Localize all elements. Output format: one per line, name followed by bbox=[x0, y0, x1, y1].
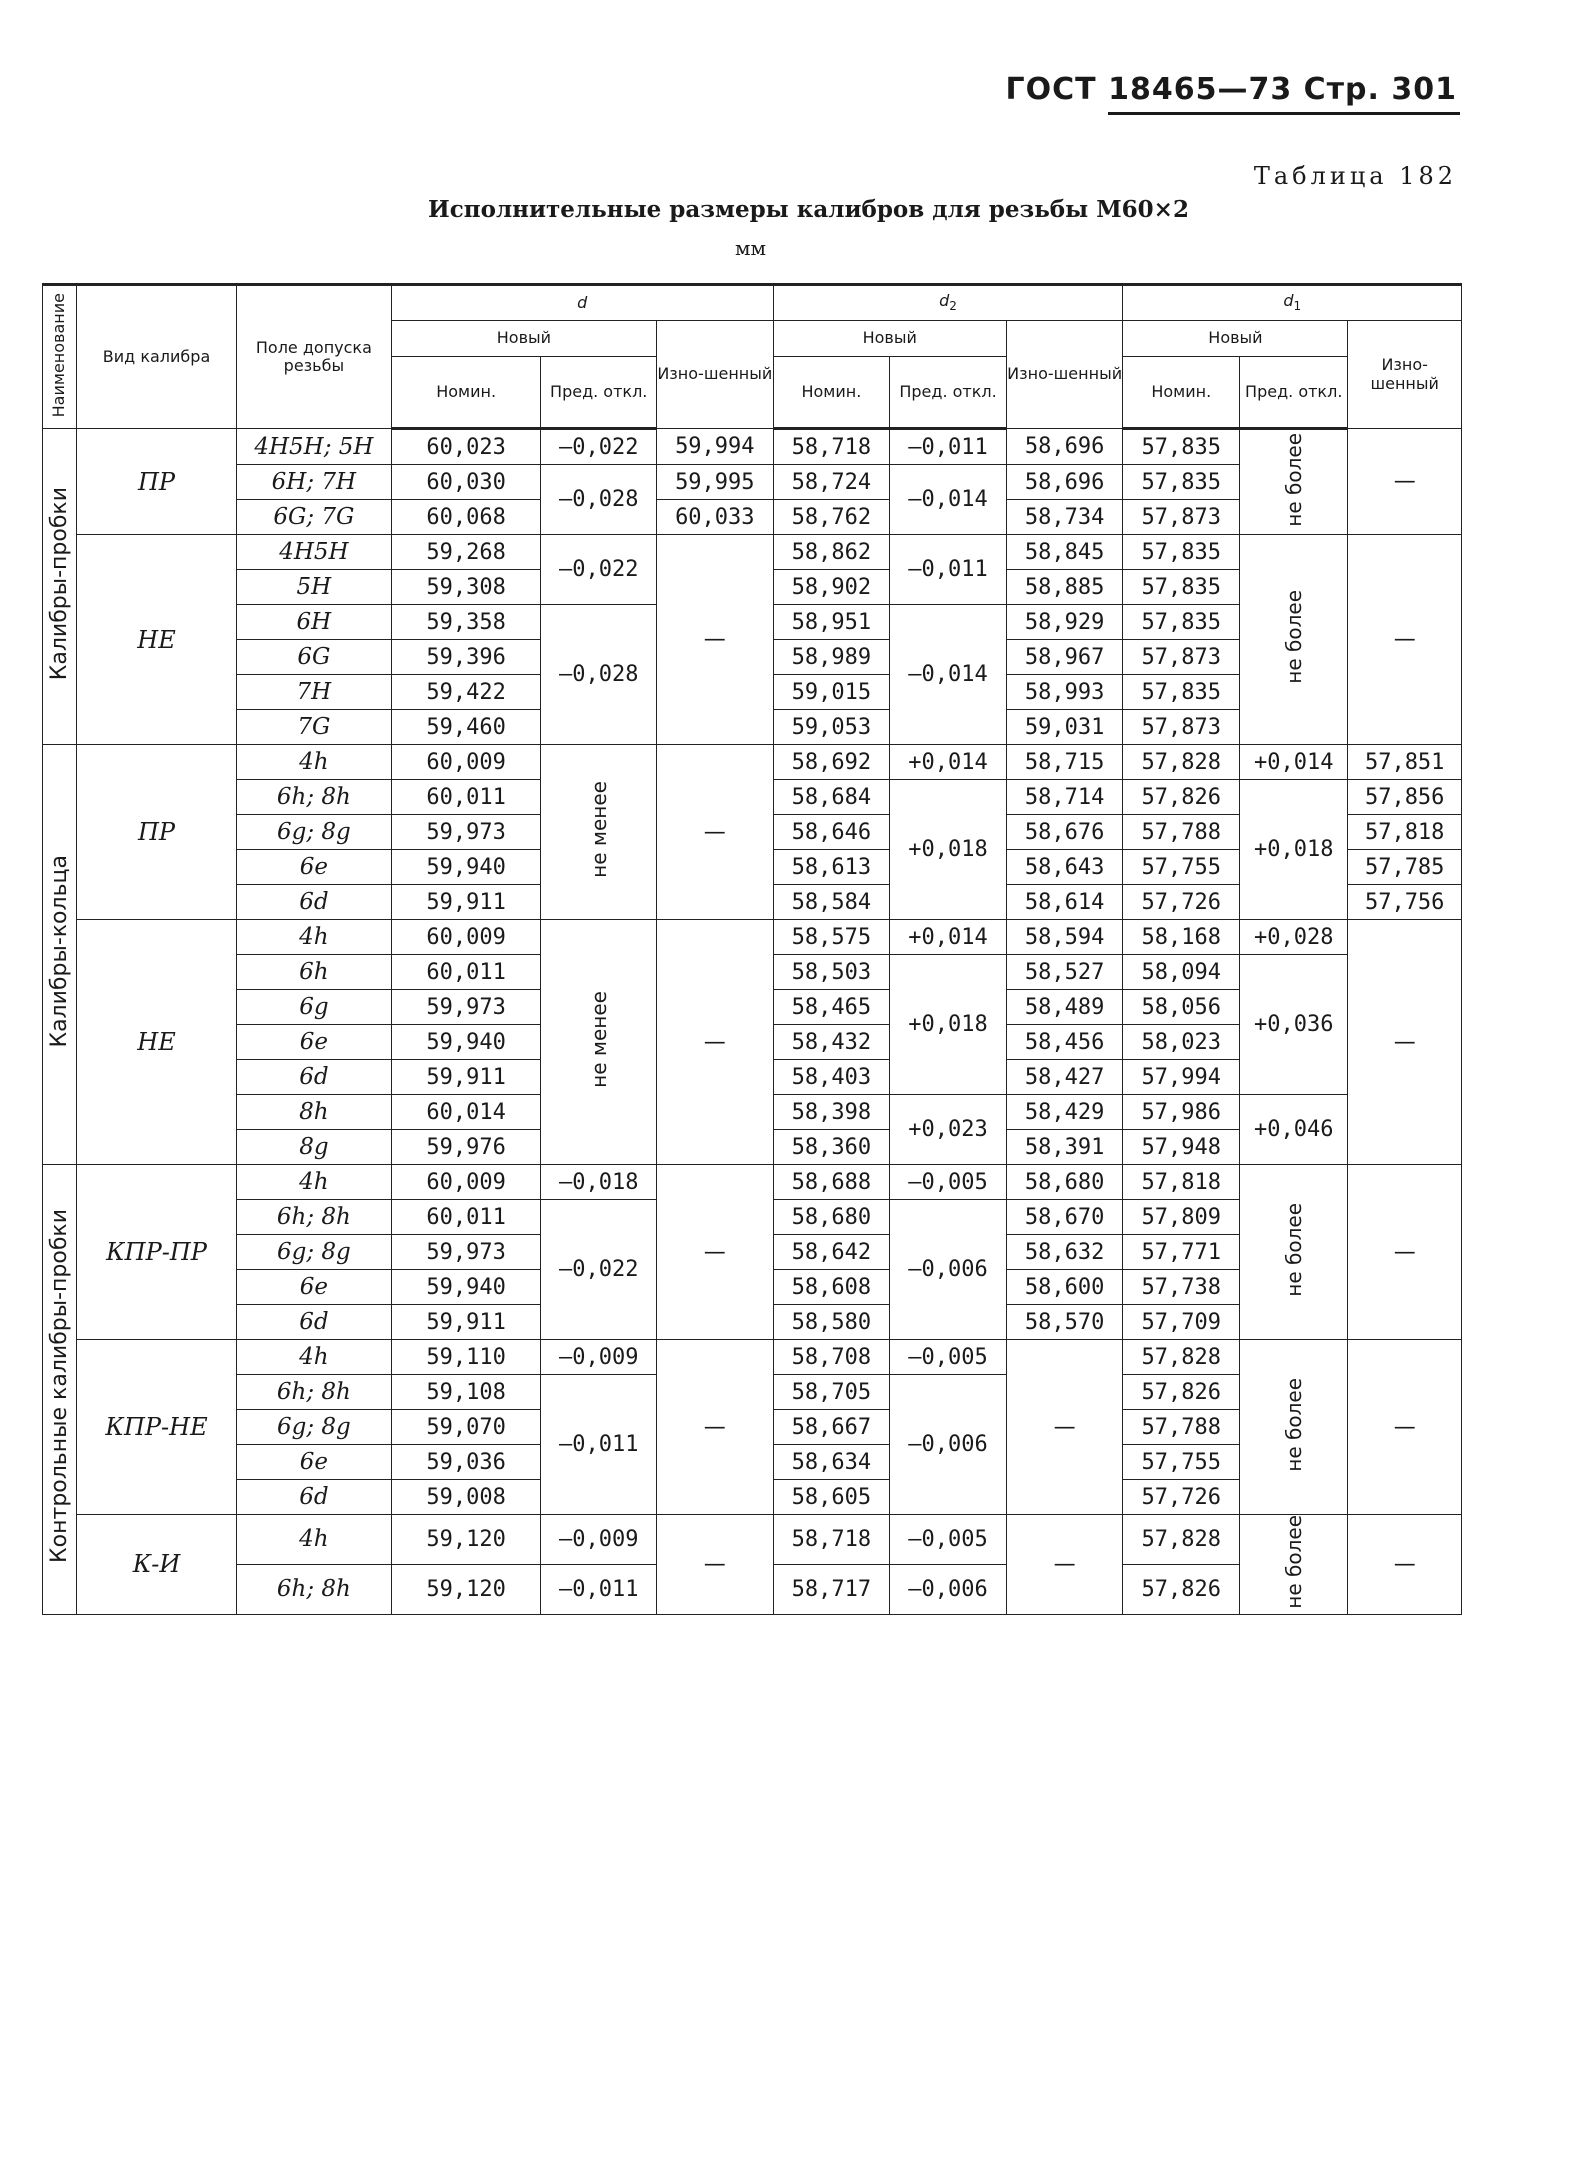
tolerance-cell: 4H5H; 5H bbox=[237, 429, 392, 465]
d2-worn: 58,680 bbox=[1006, 1165, 1123, 1200]
d-nominal: 59,268 bbox=[391, 535, 541, 570]
d2-deviation: —0,005 bbox=[890, 1515, 1007, 1565]
d2-worn: 58,427 bbox=[1006, 1060, 1123, 1095]
kind-label: К-И bbox=[77, 1515, 237, 1615]
d1-nominal: 57,788 bbox=[1123, 1410, 1240, 1445]
tolerance-cell: 6h; 8h bbox=[237, 1375, 392, 1410]
d2-nominal: 58,667 bbox=[773, 1410, 890, 1445]
d1-nominal: 57,828 bbox=[1123, 1340, 1240, 1375]
d-nominal: 59,422 bbox=[391, 675, 541, 710]
tolerance-cell: 6g; 8g bbox=[237, 815, 392, 850]
tolerance-cell: 6d bbox=[237, 1305, 392, 1340]
d1-worn: 57,785 bbox=[1348, 850, 1462, 885]
d2-nominal: 59,053 bbox=[773, 710, 890, 745]
header-new: Новый bbox=[773, 321, 1006, 357]
d2-nominal: 58,951 bbox=[773, 605, 890, 640]
d-nominal: 59,308 bbox=[391, 570, 541, 605]
d2-worn: 58,429 bbox=[1006, 1095, 1123, 1130]
d2-nominal: 58,684 bbox=[773, 780, 890, 815]
table-label: Таблица 182 bbox=[1253, 162, 1457, 190]
d-deviation: —0,022 bbox=[541, 429, 657, 465]
d-deviation: —0,022 bbox=[541, 535, 657, 605]
d2-worn: 58,929 bbox=[1006, 605, 1123, 640]
d-nominal: 60,009 bbox=[391, 1165, 541, 1200]
header-new: Новый bbox=[391, 321, 656, 357]
tolerance-cell: 6e bbox=[237, 1025, 392, 1060]
d1-nominal: 57,755 bbox=[1123, 1445, 1240, 1480]
d2-nominal: 58,360 bbox=[773, 1130, 890, 1165]
header-new: Новый bbox=[1123, 321, 1348, 357]
d-nominal: 60,030 bbox=[391, 465, 541, 500]
d2-worn: 58,696 bbox=[1006, 465, 1123, 500]
d1-nominal: 57,994 bbox=[1123, 1060, 1240, 1095]
d-deviation: —0,028 bbox=[541, 465, 657, 535]
d1-nominal: 57,986 bbox=[1123, 1095, 1240, 1130]
d2-deviation: —0,006 bbox=[890, 1564, 1007, 1614]
d-nominal: 60,011 bbox=[391, 780, 541, 815]
d1-deviation: +0,036 bbox=[1240, 955, 1348, 1095]
tolerance-cell: 6h; 8h bbox=[237, 780, 392, 815]
d-deviation: —0,009 bbox=[541, 1515, 657, 1565]
d1-worn: — bbox=[1348, 920, 1462, 1165]
d2-worn: 58,570 bbox=[1006, 1305, 1123, 1340]
d-nominal: 59,460 bbox=[391, 710, 541, 745]
d-nominal: 59,110 bbox=[391, 1340, 541, 1375]
d1-nominal: 57,835 bbox=[1123, 570, 1240, 605]
d1-nominal: 57,726 bbox=[1123, 1480, 1240, 1515]
tolerance-cell: 4h bbox=[237, 920, 392, 955]
d2-worn: — bbox=[1006, 1515, 1123, 1615]
tolerance-cell: 7G bbox=[237, 710, 392, 745]
d2-nominal: 58,584 bbox=[773, 885, 890, 920]
d2-nominal: 58,642 bbox=[773, 1235, 890, 1270]
header-kind: Вид калибра bbox=[77, 285, 237, 429]
d1-nominal: 57,835 bbox=[1123, 429, 1240, 465]
d2-deviation: +0,014 bbox=[890, 745, 1007, 780]
kind-label: ПР bbox=[77, 429, 237, 535]
d2-worn: 58,391 bbox=[1006, 1130, 1123, 1165]
d1-nominal: 57,726 bbox=[1123, 885, 1240, 920]
d1-nominal: 57,948 bbox=[1123, 1130, 1240, 1165]
d2-nominal: 58,580 bbox=[773, 1305, 890, 1340]
table-title: Исполнительные размеры калибров для резьбы М60×2 bbox=[428, 196, 1189, 223]
d2-worn: 58,527 bbox=[1006, 955, 1123, 990]
d1-nominal: 57,835 bbox=[1123, 535, 1240, 570]
d2-nominal: 58,862 bbox=[773, 535, 890, 570]
d2-worn: 58,734 bbox=[1006, 500, 1123, 535]
d2-deviation: —0,006 bbox=[890, 1200, 1007, 1340]
d2-worn: — bbox=[1006, 1340, 1123, 1515]
note-not-less: не менее bbox=[541, 920, 657, 1165]
d2-nominal: 58,465 bbox=[773, 990, 890, 1025]
d-nominal: 59,120 bbox=[391, 1564, 541, 1614]
d2-nominal: 58,688 bbox=[773, 1165, 890, 1200]
d2-nominal: 58,705 bbox=[773, 1375, 890, 1410]
header-nominal: Номин. bbox=[391, 357, 541, 429]
d1-nominal: 57,873 bbox=[1123, 710, 1240, 745]
d-nominal: 60,009 bbox=[391, 745, 541, 780]
d-nominal: 59,358 bbox=[391, 605, 541, 640]
d1-nominal: 58,168 bbox=[1123, 920, 1240, 955]
d1-nominal: 57,873 bbox=[1123, 500, 1240, 535]
d2-nominal: 58,762 bbox=[773, 500, 890, 535]
kind-label: НЕ bbox=[77, 535, 237, 745]
d2-nominal: 58,503 bbox=[773, 955, 890, 990]
d1-nominal: 57,826 bbox=[1123, 780, 1240, 815]
gauge-dimensions-table bbox=[42, 283, 1462, 1615]
tolerance-cell: 7H bbox=[237, 675, 392, 710]
d1-worn: 57,856 bbox=[1348, 780, 1462, 815]
d1-nominal: 57,755 bbox=[1123, 850, 1240, 885]
d1-nominal: 57,771 bbox=[1123, 1235, 1240, 1270]
group-plug-gauges: Калибры-пробки bbox=[43, 429, 77, 745]
tolerance-cell: 4h bbox=[237, 1515, 392, 1565]
d2-worn: 58,456 bbox=[1006, 1025, 1123, 1060]
tolerance-cell: 6d bbox=[237, 1060, 392, 1095]
d2-worn: 58,632 bbox=[1006, 1235, 1123, 1270]
d-nominal: 60,068 bbox=[391, 500, 541, 535]
header-worn: Изно-шенный bbox=[1348, 321, 1462, 429]
d1-deviation: +0,018 bbox=[1240, 780, 1348, 920]
d2-nominal: 58,608 bbox=[773, 1270, 890, 1305]
d1-nominal: 57,738 bbox=[1123, 1270, 1240, 1305]
d2-deviation: —0,011 bbox=[890, 429, 1007, 465]
d2-worn: 58,845 bbox=[1006, 535, 1123, 570]
unit-label: мм bbox=[735, 236, 767, 260]
d-nominal: 59,940 bbox=[391, 1270, 541, 1305]
d2-deviation: —0,011 bbox=[890, 535, 1007, 605]
d2-nominal: 58,902 bbox=[773, 570, 890, 605]
d-deviation: —0,009 bbox=[541, 1340, 657, 1375]
d2-worn: 58,676 bbox=[1006, 815, 1123, 850]
d-nominal: 59,070 bbox=[391, 1410, 541, 1445]
d2-nominal: 58,432 bbox=[773, 1025, 890, 1060]
d1-nominal: 57,835 bbox=[1123, 465, 1240, 500]
d2-nominal: 58,398 bbox=[773, 1095, 890, 1130]
d-nominal: 59,976 bbox=[391, 1130, 541, 1165]
tolerance-cell: 6G bbox=[237, 640, 392, 675]
d-worn: — bbox=[657, 1165, 774, 1340]
note-not-more: не более bbox=[1240, 1165, 1348, 1340]
d-nominal: 60,011 bbox=[391, 1200, 541, 1235]
d-deviation: —0,011 bbox=[541, 1375, 657, 1515]
d1-worn: 57,756 bbox=[1348, 885, 1462, 920]
d2-worn: 58,594 bbox=[1006, 920, 1123, 955]
d-worn: — bbox=[657, 1340, 774, 1515]
d2-nominal: 58,403 bbox=[773, 1060, 890, 1095]
d2-worn: 58,715 bbox=[1006, 745, 1123, 780]
d-deviation: —0,018 bbox=[541, 1165, 657, 1200]
d2-nominal: 58,646 bbox=[773, 815, 890, 850]
d2-worn: 58,885 bbox=[1006, 570, 1123, 605]
d1-nominal: 57,826 bbox=[1123, 1564, 1240, 1614]
d1-nominal: 57,828 bbox=[1123, 745, 1240, 780]
header-nominal: Номин. bbox=[1123, 357, 1240, 429]
d2-deviation: —0,014 bbox=[890, 605, 1007, 745]
kind-label: ПР bbox=[77, 745, 237, 920]
d2-worn: 58,714 bbox=[1006, 780, 1123, 815]
d1-worn: 57,851 bbox=[1348, 745, 1462, 780]
d2-worn: 58,967 bbox=[1006, 640, 1123, 675]
d1-nominal: 57,826 bbox=[1123, 1375, 1240, 1410]
note-not-more: не более bbox=[1240, 535, 1348, 745]
d1-worn: — bbox=[1348, 1165, 1462, 1340]
d-nominal: 59,973 bbox=[391, 1235, 541, 1270]
header-nominal: Номин. bbox=[773, 357, 890, 429]
header-d2: $d_2$ bbox=[773, 285, 1123, 321]
d1-nominal: 58,023 bbox=[1123, 1025, 1240, 1060]
d2-nominal: 58,613 bbox=[773, 850, 890, 885]
d1-deviation: +0,014 bbox=[1240, 745, 1348, 780]
d1-nominal: 58,094 bbox=[1123, 955, 1240, 990]
header-deviation: Пред. откл. bbox=[890, 357, 1007, 429]
tolerance-cell: 4h bbox=[237, 1165, 392, 1200]
kind-label: КПР-ПР bbox=[77, 1165, 237, 1340]
tolerance-cell: 6e bbox=[237, 1445, 392, 1480]
tolerance-cell: 6e bbox=[237, 1270, 392, 1305]
d1-nominal: 57,835 bbox=[1123, 605, 1240, 640]
header-d1: $d_1$ bbox=[1123, 285, 1462, 321]
group-control-plugs: Контрольные калибры-пробки bbox=[43, 1165, 77, 1615]
d2-deviation: —0,006 bbox=[890, 1375, 1007, 1515]
d-nominal: 59,911 bbox=[391, 1060, 541, 1095]
d2-worn: 58,670 bbox=[1006, 1200, 1123, 1235]
tolerance-cell: 8g bbox=[237, 1130, 392, 1165]
tolerance-cell: 6G; 7G bbox=[237, 500, 392, 535]
d2-nominal: 58,718 bbox=[773, 429, 890, 465]
note-not-more: не более bbox=[1240, 1340, 1348, 1515]
tolerance-cell: 6d bbox=[237, 1480, 392, 1515]
d-worn: 59,994 bbox=[657, 429, 774, 465]
d2-deviation: —0,005 bbox=[890, 1165, 1007, 1200]
d1-worn: 57,818 bbox=[1348, 815, 1462, 850]
tolerance-cell: 6h; 8h bbox=[237, 1200, 392, 1235]
d-deviation: —0,022 bbox=[541, 1200, 657, 1340]
d1-deviation: +0,046 bbox=[1240, 1095, 1348, 1165]
header-deviation: Пред. откл. bbox=[541, 357, 657, 429]
d1-nominal: 57,828 bbox=[1123, 1515, 1240, 1565]
tolerance-cell: 6g; 8g bbox=[237, 1235, 392, 1270]
tolerance-cell: 4H5H bbox=[237, 535, 392, 570]
header-deviation: Пред. откл. bbox=[1240, 357, 1348, 429]
d2-nominal: 58,575 bbox=[773, 920, 890, 955]
d2-worn: 58,489 bbox=[1006, 990, 1123, 1025]
tolerance-cell: 6H; 7H bbox=[237, 465, 392, 500]
tolerance-cell: 6g bbox=[237, 990, 392, 1025]
d2-nominal: 58,718 bbox=[773, 1515, 890, 1565]
header-tolerance: Поле допуска резьбы bbox=[237, 285, 392, 429]
d1-nominal: 57,818 bbox=[1123, 1165, 1240, 1200]
d-worn: — bbox=[657, 920, 774, 1165]
d-worn: 59,995 bbox=[657, 465, 774, 500]
d2-deviation: +0,018 bbox=[890, 780, 1007, 920]
tolerance-cell: 6g; 8g bbox=[237, 1410, 392, 1445]
d2-nominal: 59,015 bbox=[773, 675, 890, 710]
note-not-more: не более bbox=[1240, 1515, 1348, 1615]
d-nominal: 60,011 bbox=[391, 955, 541, 990]
d1-worn: — bbox=[1348, 535, 1462, 745]
d-nominal: 60,023 bbox=[391, 429, 541, 465]
d2-deviation: +0,023 bbox=[890, 1095, 1007, 1165]
kind-label: КПР-НЕ bbox=[77, 1340, 237, 1515]
group-ring-gauges: Калибры-кольца bbox=[43, 745, 77, 1165]
d-nominal: 59,036 bbox=[391, 1445, 541, 1480]
header-name: Наименование bbox=[43, 285, 77, 429]
d-nominal: 59,973 bbox=[391, 815, 541, 850]
d2-worn: 58,614 bbox=[1006, 885, 1123, 920]
d2-nominal: 58,717 bbox=[773, 1564, 890, 1614]
d-nominal: 59,911 bbox=[391, 1305, 541, 1340]
d1-deviation: +0,028 bbox=[1240, 920, 1348, 955]
tolerance-cell: 6H bbox=[237, 605, 392, 640]
d-worn: — bbox=[657, 1515, 774, 1615]
d2-deviation: +0,018 bbox=[890, 955, 1007, 1095]
d-deviation: —0,028 bbox=[541, 605, 657, 745]
d-nominal: 59,911 bbox=[391, 885, 541, 920]
tolerance-cell: 4h bbox=[237, 745, 392, 780]
d2-deviation: —0,005 bbox=[890, 1340, 1007, 1375]
d2-worn: 59,031 bbox=[1006, 710, 1123, 745]
note-not-more: не более bbox=[1240, 429, 1348, 535]
d1-worn: — bbox=[1348, 1515, 1462, 1615]
tolerance-cell: 6e bbox=[237, 850, 392, 885]
page-header: ГОСТ 18465—73 Стр. 301 bbox=[1005, 72, 1457, 107]
d1-nominal: 57,873 bbox=[1123, 640, 1240, 675]
d1-worn: — bbox=[1348, 429, 1462, 535]
d-worn: — bbox=[657, 745, 774, 920]
d-nominal: 60,014 bbox=[391, 1095, 541, 1130]
d-nominal: 59,008 bbox=[391, 1480, 541, 1515]
header-d: d bbox=[391, 285, 773, 321]
note-not-less: не менее bbox=[541, 745, 657, 920]
d1-nominal: 57,709 bbox=[1123, 1305, 1240, 1340]
d-nominal: 59,940 bbox=[391, 850, 541, 885]
d-nominal: 59,940 bbox=[391, 1025, 541, 1060]
d2-nominal: 58,708 bbox=[773, 1340, 890, 1375]
d2-nominal: 58,989 bbox=[773, 640, 890, 675]
d2-deviation: +0,014 bbox=[890, 920, 1007, 955]
d-worn: 60,033 bbox=[657, 500, 774, 535]
d2-worn: 58,696 bbox=[1006, 429, 1123, 465]
d2-nominal: 58,692 bbox=[773, 745, 890, 780]
d2-worn: 58,643 bbox=[1006, 850, 1123, 885]
tolerance-cell: 6h bbox=[237, 955, 392, 990]
d2-worn: 58,600 bbox=[1006, 1270, 1123, 1305]
d1-worn: — bbox=[1348, 1340, 1462, 1515]
d-nominal: 59,396 bbox=[391, 640, 541, 675]
header-rule bbox=[1108, 112, 1460, 115]
d-worn: — bbox=[657, 535, 774, 745]
header-worn: Изно-шенный bbox=[657, 321, 774, 429]
d1-nominal: 57,809 bbox=[1123, 1200, 1240, 1235]
tolerance-cell: 6h; 8h bbox=[237, 1564, 392, 1614]
tolerance-cell: 5H bbox=[237, 570, 392, 605]
d-deviation: —0,011 bbox=[541, 1564, 657, 1614]
tolerance-cell: 6d bbox=[237, 885, 392, 920]
d2-deviation: —0,014 bbox=[890, 465, 1007, 535]
d2-worn: 58,993 bbox=[1006, 675, 1123, 710]
d2-nominal: 58,605 bbox=[773, 1480, 890, 1515]
d2-nominal: 58,724 bbox=[773, 465, 890, 500]
tolerance-cell: 4h bbox=[237, 1340, 392, 1375]
d-nominal: 60,009 bbox=[391, 920, 541, 955]
header-worn: Изно-шенный bbox=[1006, 321, 1123, 429]
d2-nominal: 58,634 bbox=[773, 1445, 890, 1480]
d2-nominal: 58,680 bbox=[773, 1200, 890, 1235]
d1-nominal: 57,788 bbox=[1123, 815, 1240, 850]
kind-label: НЕ bbox=[77, 920, 237, 1165]
d1-nominal: 58,056 bbox=[1123, 990, 1240, 1025]
tolerance-cell: 8h bbox=[237, 1095, 392, 1130]
d-nominal: 59,973 bbox=[391, 990, 541, 1025]
d-nominal: 59,108 bbox=[391, 1375, 541, 1410]
d-nominal: 59,120 bbox=[391, 1515, 541, 1565]
d1-nominal: 57,835 bbox=[1123, 675, 1240, 710]
